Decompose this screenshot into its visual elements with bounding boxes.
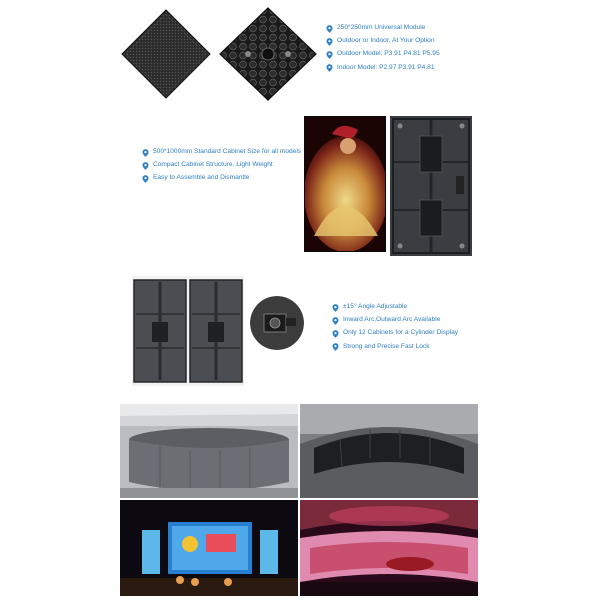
location-pin-icon bbox=[332, 304, 339, 312]
list-item-label: Strong and Precise Fast Lock bbox=[343, 342, 430, 350]
cabinet-front-display-image bbox=[304, 116, 386, 252]
list-item bbox=[332, 316, 522, 325]
list-item bbox=[332, 329, 522, 338]
list-item bbox=[326, 24, 516, 33]
cabinet-pair-image bbox=[132, 276, 244, 386]
arc-feature-list bbox=[332, 303, 522, 356]
list-item bbox=[142, 161, 302, 170]
module-back-image bbox=[218, 6, 318, 102]
cylinder-display-inside-image bbox=[300, 404, 478, 498]
location-pin-icon bbox=[142, 149, 149, 157]
list-item bbox=[332, 303, 522, 312]
list-item-label: Inward Arc,Outward Arc Available bbox=[343, 316, 441, 324]
list-item-label: Easy to Assemble and Dismantle bbox=[153, 174, 250, 182]
list-item bbox=[332, 343, 522, 352]
cabinet-back-image bbox=[390, 116, 472, 256]
location-pin-icon bbox=[142, 162, 149, 170]
list-item-label: 500*1000mm Standard Cabinet Size for all models bbox=[153, 148, 302, 155]
fast-lock-closeup-image bbox=[250, 296, 304, 350]
list-item-label: Only 12 Cabinets for a Cylinder Display bbox=[343, 329, 459, 337]
module-feature-list bbox=[326, 24, 516, 77]
location-pin-icon bbox=[326, 38, 333, 46]
cylinder-display-outside-image bbox=[120, 404, 298, 498]
list-item bbox=[326, 50, 516, 59]
location-pin-icon bbox=[332, 343, 339, 351]
module-front-image bbox=[120, 8, 212, 100]
list-item-label: Outdoor or Indoor, At Your Option bbox=[337, 37, 435, 45]
list-item bbox=[142, 148, 302, 157]
location-pin-icon bbox=[332, 317, 339, 325]
list-item bbox=[326, 64, 516, 73]
location-pin-icon bbox=[326, 64, 333, 72]
list-item bbox=[142, 174, 302, 183]
cabinet-feature-list bbox=[142, 148, 302, 188]
stage-event-image bbox=[120, 500, 298, 596]
list-item-label: Compact Cabinet Structure, Light Weight bbox=[153, 161, 273, 169]
location-pin-icon bbox=[326, 51, 333, 59]
location-pin-icon bbox=[142, 175, 149, 183]
curved-display-showroom-image bbox=[300, 500, 478, 596]
list-item-label: 250*250mm Universal Module bbox=[337, 24, 426, 31]
list-item bbox=[326, 37, 516, 46]
list-item-label: Indoor Model: P2.97 P3.91 P4.81 bbox=[337, 63, 435, 71]
list-item-label: Outdoor Model: P3.91 P4.81 P5.95 bbox=[337, 50, 440, 58]
location-pin-icon bbox=[326, 25, 333, 33]
list-item-label: ±15° Angle Adjustable bbox=[343, 303, 408, 310]
location-pin-icon bbox=[332, 330, 339, 338]
